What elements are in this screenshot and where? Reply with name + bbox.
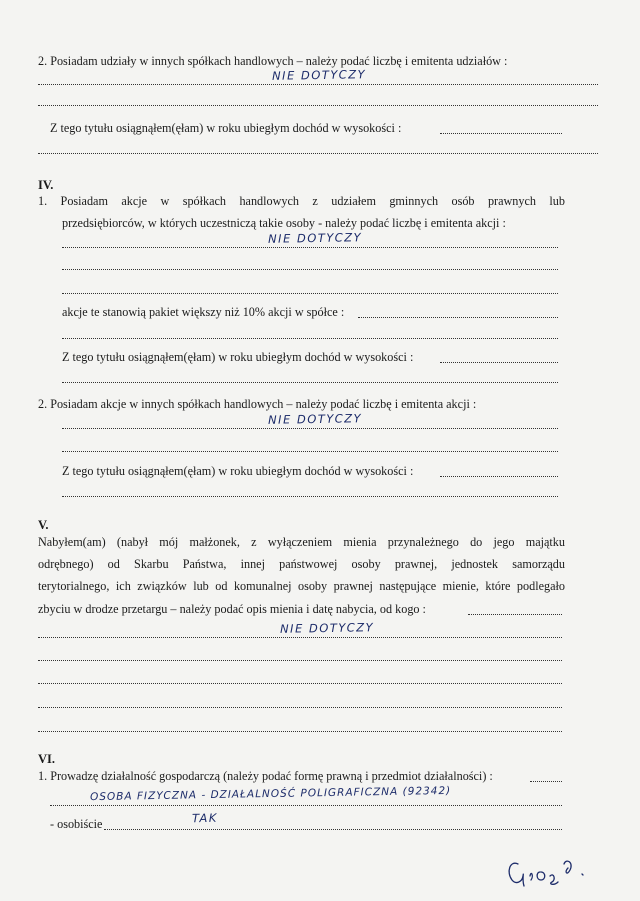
pakiet-label: akcje te stanowią pakiet większy niż 10% akcji w spółce : [62, 305, 345, 319]
section-iv-heading: IV. [38, 178, 54, 192]
income-line [440, 133, 562, 134]
section-v-line-4: zbyciu w drodze przetargu – należy podać opis mienia i datę nabycia, od kogo : [38, 602, 426, 616]
section-iii-item-2-text: 2. Posiadam udziały w innych spółkach handlowych – należy podać liczbę i emitenta udziałów : [38, 54, 508, 68]
answer-line [62, 247, 558, 248]
income-line [440, 362, 558, 363]
section-iv-item-1-line-2: przedsiębiorców, w których uczestniczą takie osoby - należy podać liczbę i emitenta akcji : [62, 216, 506, 230]
section-iv-item-2-text: 2. Posiadam akcje w innych spółkach handlowych – należy podać liczbę i emitenta akcji : [38, 397, 477, 411]
answer-line [38, 84, 598, 85]
answer-line [50, 805, 562, 806]
answer-line [530, 781, 562, 782]
pakiet-line [358, 317, 558, 318]
income-label: Z tego tytułu osiągnąłem(ęłam) w roku ubiegłym dochód w wysokości : [62, 464, 414, 478]
income-label: Z tego tytułu osiągnąłem(ęłam) w roku ubiegłym dochód w wysokości : [50, 121, 402, 135]
answer-line [62, 451, 558, 452]
income-line [440, 476, 558, 477]
answer-line [62, 428, 558, 429]
answer-line [62, 382, 558, 383]
answer-line [468, 614, 562, 615]
section-v-line-2: odrębnego) od Skarbu Państwa, innej państwowej osoby prawnej, jednostek samorządu [38, 557, 565, 571]
answer-line [38, 105, 598, 106]
section-v-line-1: Nabyłem(am) (nabył mój małżonek, z wyłączeniem mienia przynależnego do jego majątku [38, 535, 565, 549]
section-vi-heading: VI. [38, 752, 56, 766]
answer-line [38, 731, 562, 732]
answer-line [38, 707, 562, 708]
section-iv-item-1-line-1: 1. Posiadam akcje w spółkach handlowych z udziałem gminnych osób prawnych lub [38, 194, 565, 208]
handwritten-answer: OSOBA FIZYCZNA - DZIAŁALNOŚĆ POLIGRAFICZNA (92342) [89, 784, 452, 804]
handwritten-answer: TAK [191, 810, 219, 826]
answer-line [62, 496, 558, 497]
answer-line [62, 269, 558, 270]
handwritten-answer: NIE DOTYCZY [267, 230, 363, 246]
answer-line [38, 683, 562, 684]
answer-line [38, 660, 562, 661]
section-vi-item-1-text: 1. Prowadzę działalność gospodarczą (należy podać formę prawną i przedmiot działalności) : [38, 769, 493, 783]
answer-line [62, 338, 558, 339]
section-v-heading: V. [38, 518, 49, 532]
section-v-line-3: terytorialnego, ich związków lub od komunalnej osoby prawnej następujące mienie, które podlegało [38, 579, 565, 593]
answer-line [38, 153, 598, 154]
answer-line [62, 293, 558, 294]
answer-line [38, 637, 562, 638]
income-label: Z tego tytułu osiągnąłem(ęłam) w roku ubiegłym dochód w wysokości : [62, 350, 414, 364]
osobiscie-label: - osobiście [50, 817, 103, 831]
signature [504, 850, 604, 892]
osobiscie-line [104, 829, 562, 830]
handwritten-answer: NIE DOTYCZY [271, 67, 367, 83]
handwritten-answer: NIE DOTYCZY [267, 411, 363, 427]
handwritten-answer: NIE DOTYCZY [279, 620, 375, 636]
